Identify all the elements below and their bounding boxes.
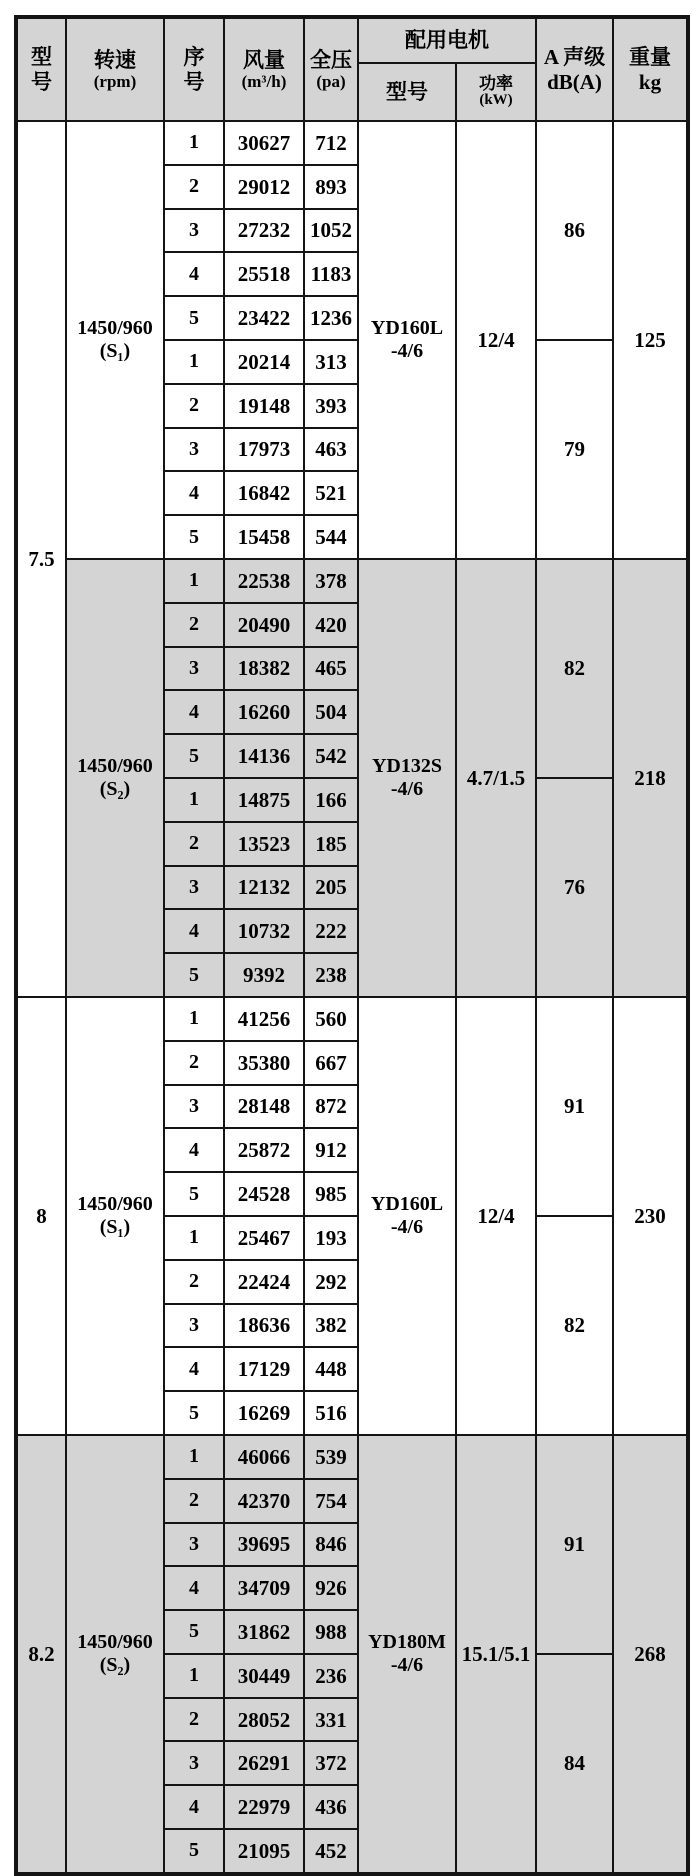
seq-cell: 5 <box>164 515 224 559</box>
header-model-line1: 型 <box>31 45 52 70</box>
model-cell: 7.5 <box>16 121 66 997</box>
flow-cell: 25872 <box>224 1128 304 1172</box>
pressure-cell: 985 <box>304 1172 358 1216</box>
header-noise-unit: dB(A) <box>547 69 602 94</box>
flow-cell: 29012 <box>224 165 304 209</box>
motor-model-cell: YD180M -4/6 <box>358 1435 456 1874</box>
header-motor-power-label: 功率 <box>479 74 513 94</box>
weight-cell: 230 <box>613 997 688 1435</box>
noise-cell: 82 <box>536 1216 613 1435</box>
seq-cell: 1 <box>164 559 224 603</box>
flow-cell: 28148 <box>224 1085 304 1129</box>
pressure-cell: 1183 <box>304 252 358 296</box>
flow-cell: 22538 <box>224 559 304 603</box>
table-header <box>16 17 688 121</box>
pressure-cell: 205 <box>304 866 358 910</box>
seq-cell: 4 <box>164 471 224 515</box>
pressure-cell: 1052 <box>304 209 358 253</box>
speed-cell: 1450/960 (S₂) <box>66 559 164 997</box>
seq-cell: 2 <box>164 1479 224 1523</box>
flow-cell: 17973 <box>224 428 304 472</box>
data-row <box>16 1435 688 1479</box>
seq-cell: 4 <box>164 909 224 953</box>
header-motor-group-label: 配用电机 <box>405 28 489 53</box>
seq-cell: 3 <box>164 1741 224 1785</box>
flow-cell: 13523 <box>224 822 304 866</box>
seq-cell: 4 <box>164 1128 224 1172</box>
flow-cell: 18382 <box>224 647 304 691</box>
pressure-cell: 539 <box>304 1435 358 1479</box>
power-cell: 4.7/1.5 <box>456 559 536 997</box>
pressure-cell: 1236 <box>304 296 358 340</box>
flow-cell: 22424 <box>224 1260 304 1304</box>
pressure-cell: 463 <box>304 428 358 472</box>
header-speed <box>66 17 164 121</box>
header-motor-power <box>456 63 536 121</box>
fan-spec-table <box>14 15 690 1876</box>
seq-cell: 5 <box>164 296 224 340</box>
pressure-cell: 382 <box>304 1304 358 1348</box>
speed-cell: 1450/960 (S₁) <box>66 997 164 1435</box>
seq-cell: 4 <box>164 252 224 296</box>
seq-cell: 2 <box>164 384 224 428</box>
model-cell: 8 <box>16 997 66 1435</box>
flow-cell: 25467 <box>224 1216 304 1260</box>
header-motor-model-label: 型号 <box>386 79 428 104</box>
power-cell: 12/4 <box>456 121 536 559</box>
seq-cell: 1 <box>164 340 224 384</box>
seq-cell: 2 <box>164 822 224 866</box>
spec-table-body <box>16 121 688 1874</box>
seq-cell: 1 <box>164 778 224 822</box>
pressure-cell: 667 <box>304 1041 358 1085</box>
seq-cell: 4 <box>164 1347 224 1391</box>
seq-cell: 3 <box>164 647 224 691</box>
flow-cell: 26291 <box>224 1741 304 1785</box>
header-flow-label: 风量 <box>243 47 285 72</box>
pressure-cell: 872 <box>304 1085 358 1129</box>
header-seq-line1: 序 <box>183 45 205 70</box>
flow-cell: 14136 <box>224 734 304 778</box>
pressure-cell: 504 <box>304 690 358 734</box>
header-weight-label: 重量 <box>629 45 671 70</box>
pressure-cell: 846 <box>304 1523 358 1567</box>
seq-cell: 5 <box>164 953 224 997</box>
pressure-cell: 193 <box>304 1216 358 1260</box>
pressure-cell: 544 <box>304 515 358 559</box>
pressure-cell: 436 <box>304 1785 358 1829</box>
seq-cell: 2 <box>164 603 224 647</box>
flow-cell: 25518 <box>224 252 304 296</box>
pressure-cell: 313 <box>304 340 358 384</box>
pressure-cell: 542 <box>304 734 358 778</box>
header-noise <box>536 17 613 121</box>
pressure-cell: 420 <box>304 603 358 647</box>
pressure-cell: 560 <box>304 997 358 1041</box>
pressure-cell: 292 <box>304 1260 358 1304</box>
pressure-cell: 393 <box>304 384 358 428</box>
pressure-cell: 448 <box>304 1347 358 1391</box>
flow-cell: 20214 <box>224 340 304 384</box>
header-speed-label: 转速 <box>94 47 136 72</box>
noise-cell: 79 <box>536 340 613 559</box>
header-model-line2: 号 <box>31 69 52 94</box>
motor-model-cell: YD160L -4/6 <box>358 997 456 1435</box>
header-seq-line2: 号 <box>183 69 205 94</box>
header-motor-group <box>358 17 536 63</box>
pressure-cell: 988 <box>304 1610 358 1654</box>
pressure-cell: 912 <box>304 1128 358 1172</box>
pressure-cell: 926 <box>304 1566 358 1610</box>
seq-cell: 1 <box>164 121 224 165</box>
seq-cell: 5 <box>164 734 224 778</box>
pressure-cell: 236 <box>304 1654 358 1698</box>
pressure-cell: 452 <box>304 1829 358 1874</box>
flow-cell: 19148 <box>224 384 304 428</box>
speed-cell: 1450/960 (S₁) <box>66 121 164 559</box>
noise-cell: 82 <box>536 559 613 778</box>
flow-cell: 9392 <box>224 953 304 997</box>
seq-cell: 3 <box>164 428 224 472</box>
flow-cell: 24528 <box>224 1172 304 1216</box>
pressure-cell: 465 <box>304 647 358 691</box>
flow-cell: 23422 <box>224 296 304 340</box>
seq-cell: 2 <box>164 165 224 209</box>
seq-cell: 2 <box>164 1260 224 1304</box>
flow-cell: 22979 <box>224 1785 304 1829</box>
pressure-cell: 378 <box>304 559 358 603</box>
power-cell: 15.1/5.1 <box>456 1435 536 1874</box>
flow-cell: 28052 <box>224 1698 304 1742</box>
pressure-cell: 372 <box>304 1741 358 1785</box>
flow-cell: 15458 <box>224 515 304 559</box>
seq-cell: 2 <box>164 1041 224 1085</box>
header-motor-model <box>358 63 456 121</box>
pressure-cell: 185 <box>304 822 358 866</box>
power-cell: 12/4 <box>456 997 536 1435</box>
header-pressure <box>304 17 358 121</box>
header-speed-unit: (rpm) <box>93 71 137 91</box>
seq-cell: 1 <box>164 1435 224 1479</box>
seq-cell: 5 <box>164 1172 224 1216</box>
header-row-1 <box>16 17 688 63</box>
header-noise-label: A 声级 <box>543 45 606 70</box>
flow-cell: 39695 <box>224 1523 304 1567</box>
data-row <box>16 121 688 165</box>
pressure-cell: 222 <box>304 909 358 953</box>
noise-cell: 76 <box>536 778 613 997</box>
pressure-cell: 712 <box>304 121 358 165</box>
weight-cell: 218 <box>613 559 688 997</box>
header-flow <box>224 17 304 121</box>
header-flow-unit: (m³/h) <box>241 71 287 91</box>
flow-cell: 30627 <box>224 121 304 165</box>
flow-cell: 18636 <box>224 1304 304 1348</box>
noise-cell: 91 <box>536 997 613 1216</box>
motor-model-cell: YD160L -4/6 <box>358 121 456 559</box>
pressure-cell: 754 <box>304 1479 358 1523</box>
motor-model-cell: YD132S -4/6 <box>358 559 456 997</box>
flow-cell: 41256 <box>224 997 304 1041</box>
seq-cell: 1 <box>164 997 224 1041</box>
seq-cell: 3 <box>164 209 224 253</box>
seq-cell: 4 <box>164 1566 224 1610</box>
pressure-cell: 331 <box>304 1698 358 1742</box>
pressure-cell: 516 <box>304 1391 358 1435</box>
noise-cell: 91 <box>536 1435 613 1654</box>
seq-cell: 4 <box>164 1785 224 1829</box>
flow-cell: 31862 <box>224 1610 304 1654</box>
seq-cell: 3 <box>164 1085 224 1129</box>
pressure-cell: 521 <box>304 471 358 515</box>
flow-cell: 12132 <box>224 866 304 910</box>
flow-cell: 30449 <box>224 1654 304 1698</box>
header-motor-power-unit: (kW) <box>479 92 513 109</box>
seq-cell: 2 <box>164 1698 224 1742</box>
model-cell: 8.2 <box>16 1435 66 1874</box>
flow-cell: 16842 <box>224 471 304 515</box>
seq-cell: 5 <box>164 1391 224 1435</box>
flow-cell: 42370 <box>224 1479 304 1523</box>
flow-cell: 46066 <box>224 1435 304 1479</box>
seq-cell: 5 <box>164 1829 224 1874</box>
flow-cell: 16269 <box>224 1391 304 1435</box>
weight-cell: 125 <box>613 121 688 559</box>
seq-cell: 3 <box>164 1304 224 1348</box>
seq-cell: 1 <box>164 1654 224 1698</box>
flow-cell: 20490 <box>224 603 304 647</box>
flow-cell: 34709 <box>224 1566 304 1610</box>
seq-cell: 5 <box>164 1610 224 1654</box>
header-model <box>16 17 66 121</box>
flow-cell: 10732 <box>224 909 304 953</box>
pressure-cell: 166 <box>304 778 358 822</box>
header-pressure-label: 全压 <box>310 47 352 72</box>
data-row <box>16 997 688 1041</box>
seq-cell: 1 <box>164 1216 224 1260</box>
data-row <box>16 559 688 603</box>
header-weight <box>613 17 688 121</box>
seq-cell: 3 <box>164 866 224 910</box>
weight-cell: 268 <box>613 1435 688 1874</box>
flow-cell: 21095 <box>224 1829 304 1874</box>
seq-cell: 4 <box>164 690 224 734</box>
flow-cell: 16260 <box>224 690 304 734</box>
header-pressure-unit: (pa) <box>316 71 346 91</box>
noise-cell: 84 <box>536 1654 613 1874</box>
header-weight-unit: kg <box>638 69 662 94</box>
seq-cell: 3 <box>164 1523 224 1567</box>
speed-cell: 1450/960 (S₂) <box>66 1435 164 1874</box>
flow-cell: 35380 <box>224 1041 304 1085</box>
flow-cell: 14875 <box>224 778 304 822</box>
flow-cell: 27232 <box>224 209 304 253</box>
header-seq <box>164 17 224 121</box>
flow-cell: 17129 <box>224 1347 304 1391</box>
noise-cell: 86 <box>536 121 613 340</box>
pressure-cell: 893 <box>304 165 358 209</box>
pressure-cell: 238 <box>304 953 358 997</box>
